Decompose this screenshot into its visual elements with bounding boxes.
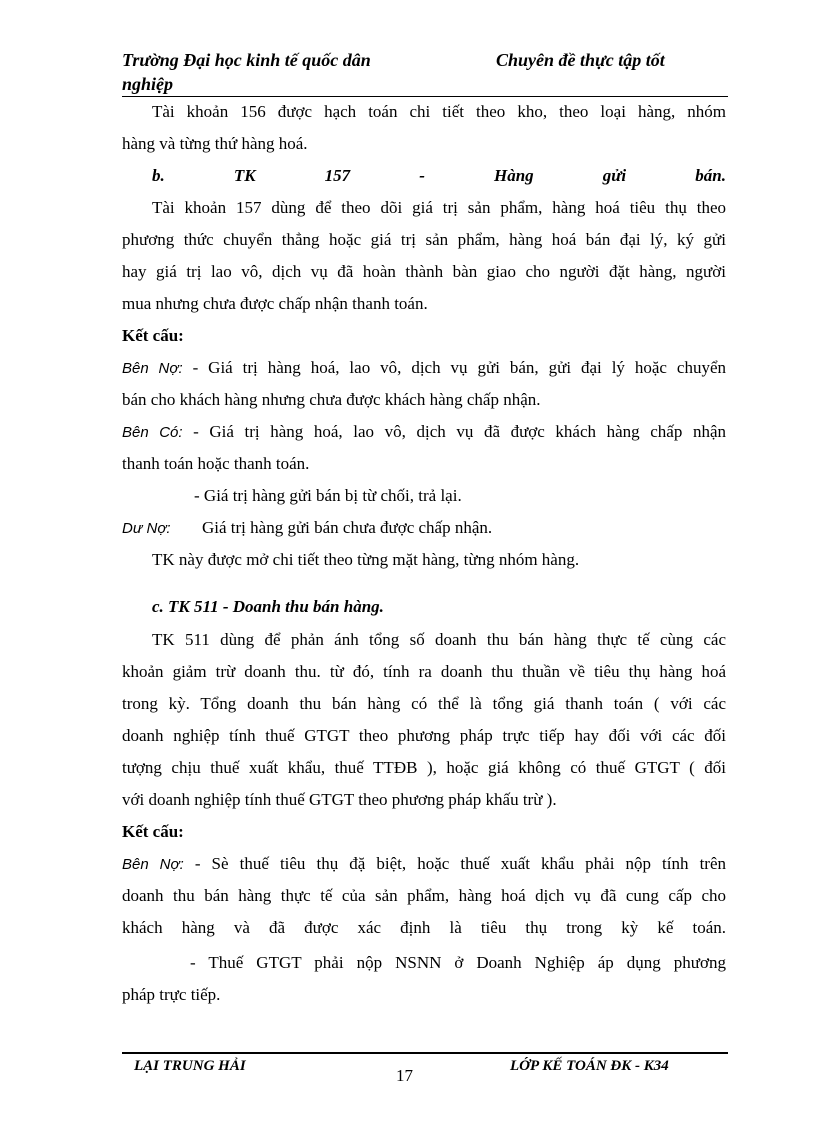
paragraph-line: TK này được mở chi tiết theo từng mặt hàng, từng nhóm hàng. (152, 550, 580, 569)
debit-text: - Giá trị hàng hoá, lao vô, dịch vụ gửi bán, gửi đại lý hoặc chuyển (182, 358, 726, 377)
paragraph-line: thanh toán hoặc thanh toán. (122, 454, 310, 473)
paragraph-line: pháp trực tiếp. (122, 985, 221, 1004)
heading-word: bán. (695, 166, 726, 185)
heading-word: Hàng (493, 166, 534, 185)
paragraph-line: hay giá trị lao vô, dịch vụ đã hoàn thành bàn giao cho người đặt hàng, người (122, 262, 726, 281)
paragraph-line: - Thuế GTGT phải nộp NSNN ở Doanh Nghiệp áp dụng phương (190, 953, 726, 972)
footer-rule (122, 1052, 728, 1054)
page-number: 17 (396, 1066, 413, 1085)
header-rule (122, 96, 728, 97)
paragraph-line: với doanh nghiệp tính thuế GTGT theo phương pháp khấu trừ ). (122, 790, 557, 809)
debit-line (122, 358, 726, 379)
credit-line (122, 422, 726, 443)
balance-line (122, 518, 492, 539)
heading-word: b. (152, 166, 165, 185)
paragraph-line: doanh thu bán hàng thực tế của sản phẩm, hàng hoá dịch vụ đã cung cấp cho (122, 886, 726, 905)
balance-label: Dư Nợ: (122, 520, 171, 537)
debit-label: Bên Nợ: (122, 856, 184, 873)
paragraph-line: Tài khoản 156 được hạch toán chi tiết theo kho, theo loại hàng, nhóm (152, 102, 726, 121)
paragraph-line: trong kỳ. Tổng doanh thu bán hàng có thể là tổng giá thanh toán ( với các (122, 694, 726, 713)
heading-word: gửi (602, 166, 627, 185)
paragraph-line: tượng chịu thuế xuất khẩu, thuế TTĐB ), hoặc giá không có thuế GTGT ( đối (122, 758, 726, 777)
footer-class: LỚP KẾ TOÁN ĐK - K34 (510, 1058, 669, 1074)
debit-text: - Sè thuế tiêu thụ đặ biệt, hoặc thuế xuất khẩu phải nộp tính trên (183, 854, 726, 873)
heading-word: - (419, 166, 425, 185)
header-report-title: Chuyên đề thực tập tốt (496, 50, 665, 70)
paragraph-line: Tài khoản 157 dùng để theo dõi giá trị sản phẩm, hàng hoá tiêu thụ theo (152, 198, 726, 217)
debit-label: Bên Nợ: (122, 360, 183, 377)
header-school-name-cont: nghiệp (122, 74, 174, 94)
footer-author: LẠI TRUNG HẢI (134, 1058, 246, 1074)
credit-text: - Giá trị hàng hoá, lao vô, dịch vụ đã được khách hàng chấp nhận (182, 422, 726, 441)
heading-word: 157 (324, 166, 351, 185)
balance-text: Giá trị hàng gửi bán chưa được chấp nhận. (202, 518, 493, 537)
heading-word: TK (233, 166, 256, 185)
paragraph-line: phương thức chuyển thẳng hoặc giá trị sản phẩm, hàng hoá bán đại lý, ký gửi (122, 230, 726, 249)
paragraph-line: doanh nghiệp tính thuế GTGT theo phương pháp trực tiếp hay đối với các đối (122, 726, 726, 745)
structure-heading: Kết cấu: (122, 326, 184, 345)
section-heading-c: c. TK 511 - Doanh thu bán hàng. (152, 597, 384, 616)
paragraph-line: khoản giảm trừ doanh thu. từ đó, tính ra doanh thu thuần về tiêu thụ hàng hoá (122, 662, 726, 681)
paragraph-line: - Giá trị hàng gửi bán bị từ chối, trả lại. (194, 486, 462, 505)
paragraph-line: bán cho khách hàng nhưng chưa được khách hàng chấp nhận. (122, 390, 541, 409)
structure-heading: Kết cấu: (122, 822, 184, 841)
section-heading-b (152, 166, 726, 186)
debit-line (122, 854, 726, 875)
credit-label: Bên Có: (122, 424, 183, 441)
paragraph-line: hàng và từng thứ hàng hoá. (122, 134, 308, 153)
paragraph-line: mua nhưng chưa được chấp nhận thanh toán. (122, 294, 428, 313)
paragraph-line: TK 511 dùng để phản ánh tổng số doanh thu bán hàng thực tế cùng các (152, 630, 726, 649)
paragraph-line: khách hàng và đã được xác định là tiêu thụ trong kỳ kế toán. (122, 918, 726, 937)
header-school-name: Trường Đại học kinh tế quốc dân (122, 50, 371, 70)
